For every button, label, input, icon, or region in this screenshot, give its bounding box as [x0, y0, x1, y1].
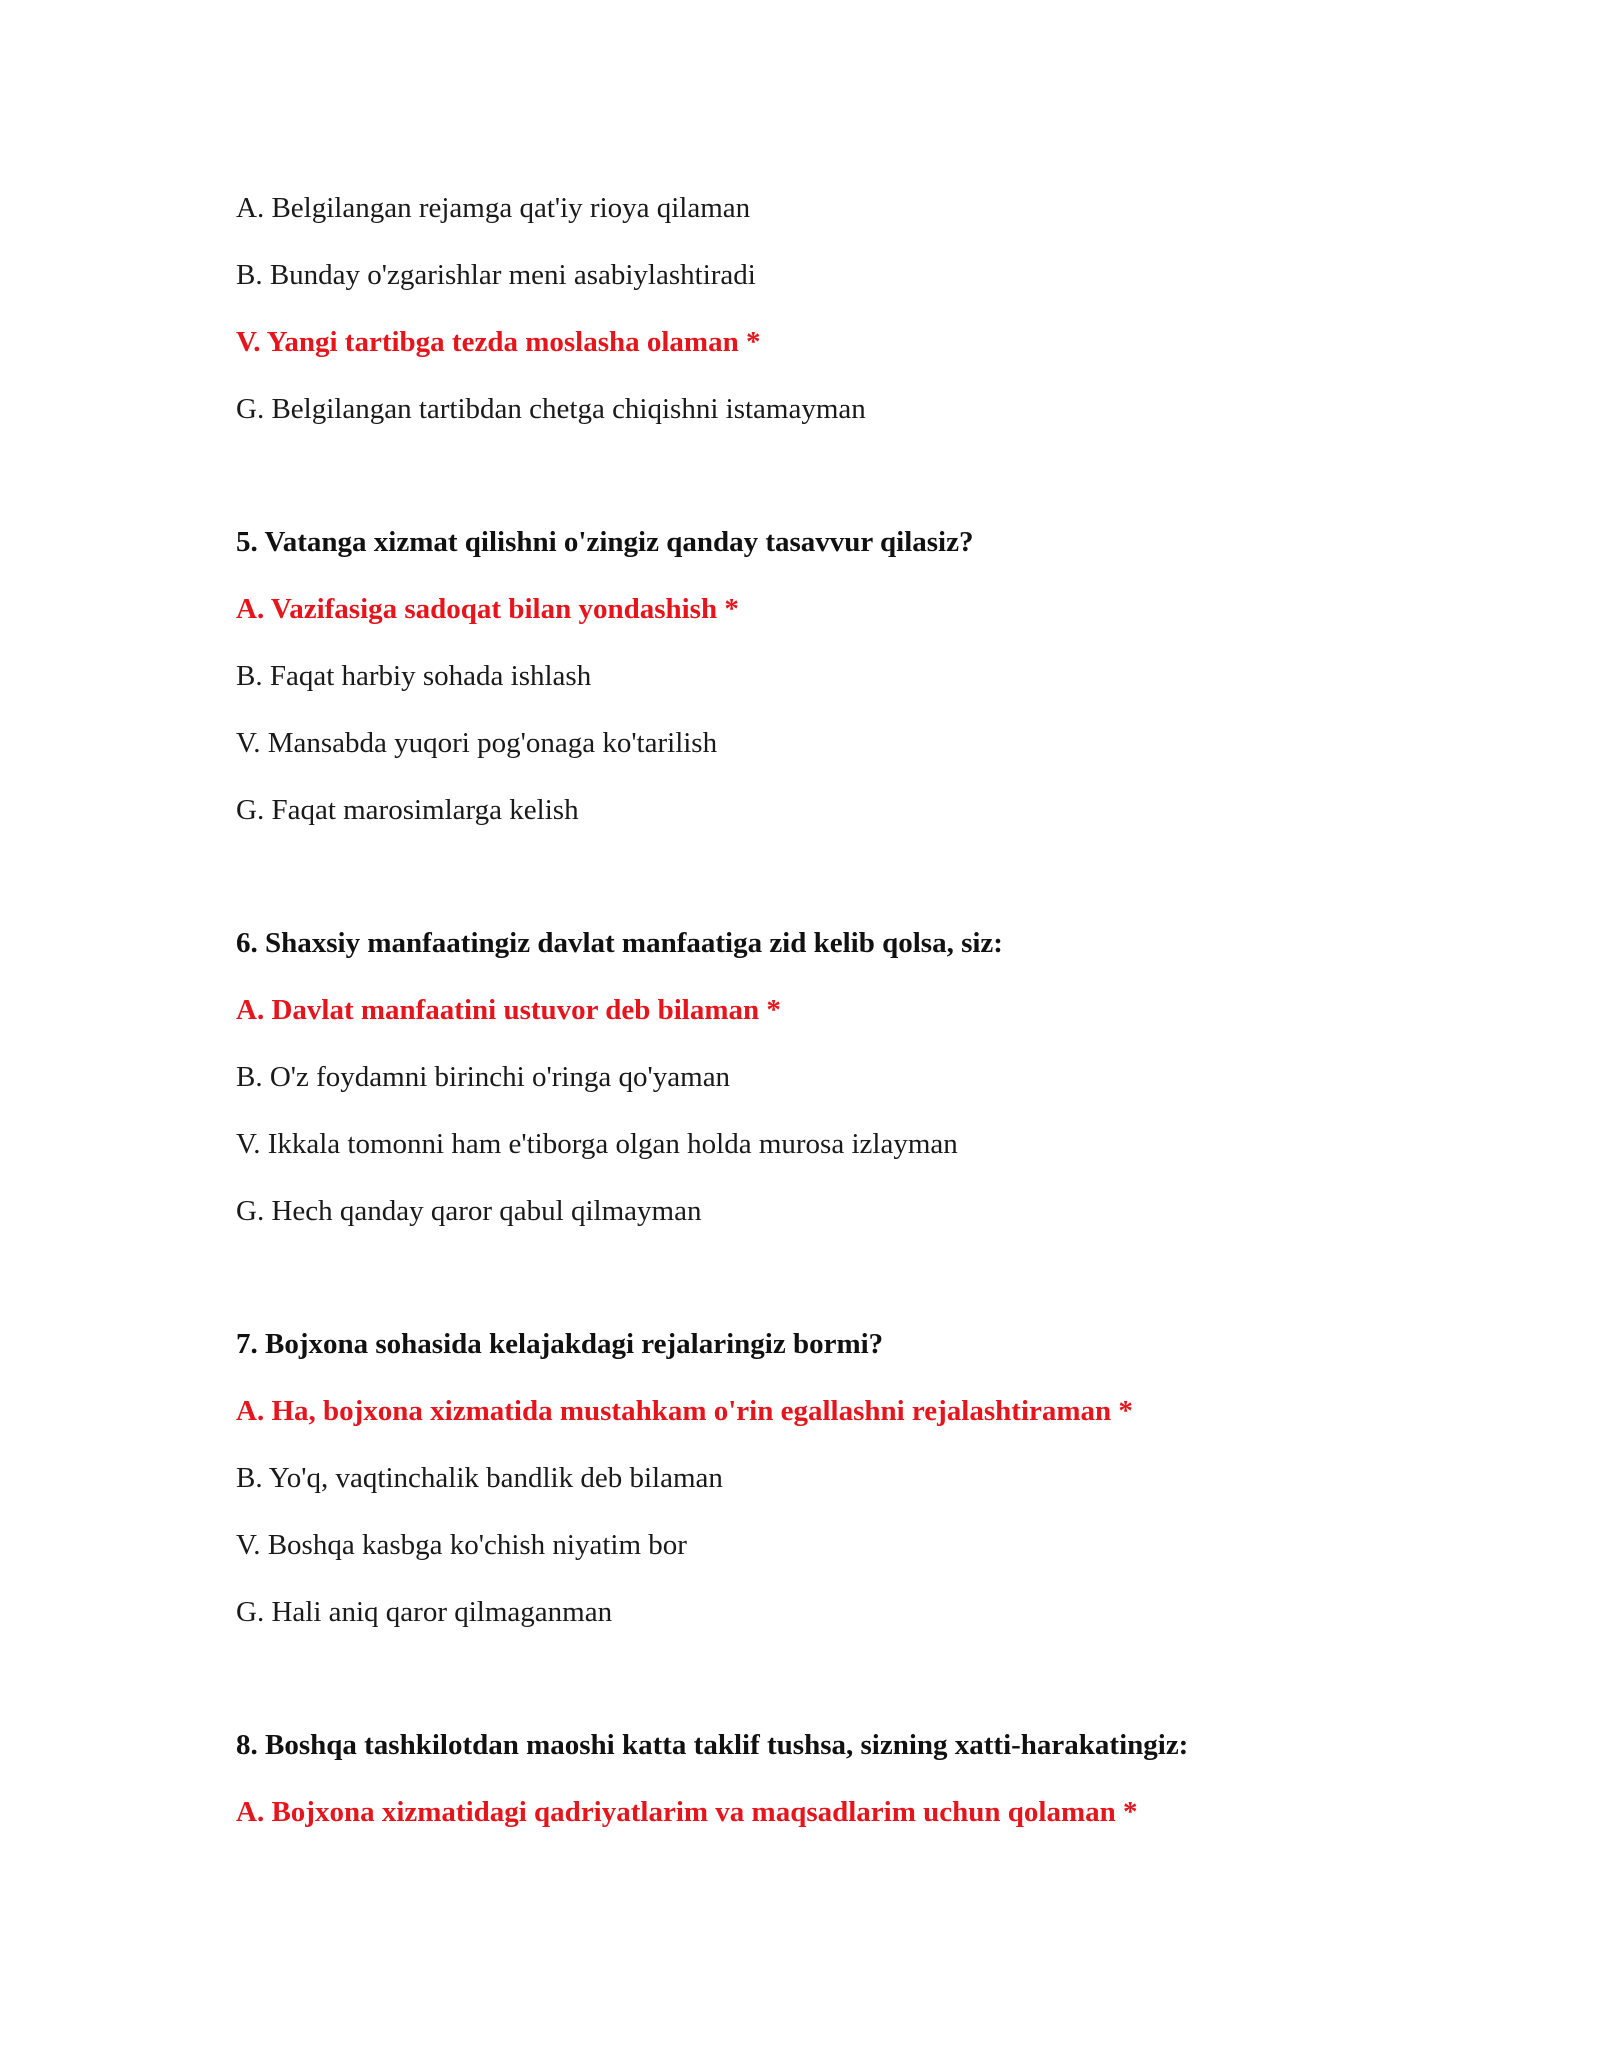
option-q4-a: A. Belgilangan rejamga qat'iy rioya qilaman: [236, 192, 751, 224]
option-q7-g: G. Hali aniq qaror qilmaganman: [236, 1596, 613, 1628]
option-q4-b: B. Bunday o'zgarishlar meni asabiylashtiradi: [236, 259, 756, 291]
question-7: 7. Bojxona sohasida kelajakdagi rejalaringiz bormi?: [236, 1328, 884, 1360]
option-q7-v: V. Boshqa kasbga ko'chish niyatim bor: [236, 1529, 687, 1561]
question-8: 8. Boshqa tashkilotdan maoshi katta taklif tushsa, sizning xatti-harakatingiz:: [236, 1729, 1189, 1761]
option-q4-v-correct: V. Yangi tartibga tezda moslasha olaman *: [236, 326, 761, 358]
option-q6-a-correct: A. Davlat manfaatini ustuvor deb bilaman *: [236, 994, 781, 1026]
option-q5-b: B. Faqat harbiy sohada ishlash: [236, 660, 592, 692]
option-q5-g: G. Faqat marosimlarga kelish: [236, 794, 579, 826]
option-q6-g: G. Hech qanday qaror qabul qilmayman: [236, 1195, 702, 1227]
option-q7-b: B. Yo'q, vaqtinchalik bandlik deb bilaman: [236, 1462, 723, 1494]
question-5: 5. Vatanga xizmat qilishni o'zingiz qanday tasavvur qilasiz?: [236, 526, 974, 558]
option-q7-a-correct: A. Ha, bojxona xizmatida mustahkam o'rin egallashni rejalashtiraman *: [236, 1395, 1133, 1427]
question-6: 6. Shaxsiy manfaatingiz davlat manfaatiga zid kelib qolsa, siz:: [236, 927, 1003, 959]
option-q8-a-correct: A. Bojxona xizmatidagi qadriyatlarim va maqsadlarim uchun qolaman *: [236, 1796, 1138, 1828]
option-q4-g: G. Belgilangan tartibdan chetga chiqishni istamayman: [236, 393, 866, 425]
option-q5-a-correct: A. Vazifasiga sadoqat bilan yondashish *: [236, 593, 739, 625]
option-q6-b: B. O'z foydamni birinchi o'ringa qo'yaman: [236, 1061, 731, 1093]
option-q6-v: V. Ikkala tomonni ham e'tiborga olgan holda murosa izlayman: [236, 1128, 958, 1160]
option-q5-v: V. Mansabda yuqori pog'onaga ko'tarilish: [236, 727, 718, 759]
